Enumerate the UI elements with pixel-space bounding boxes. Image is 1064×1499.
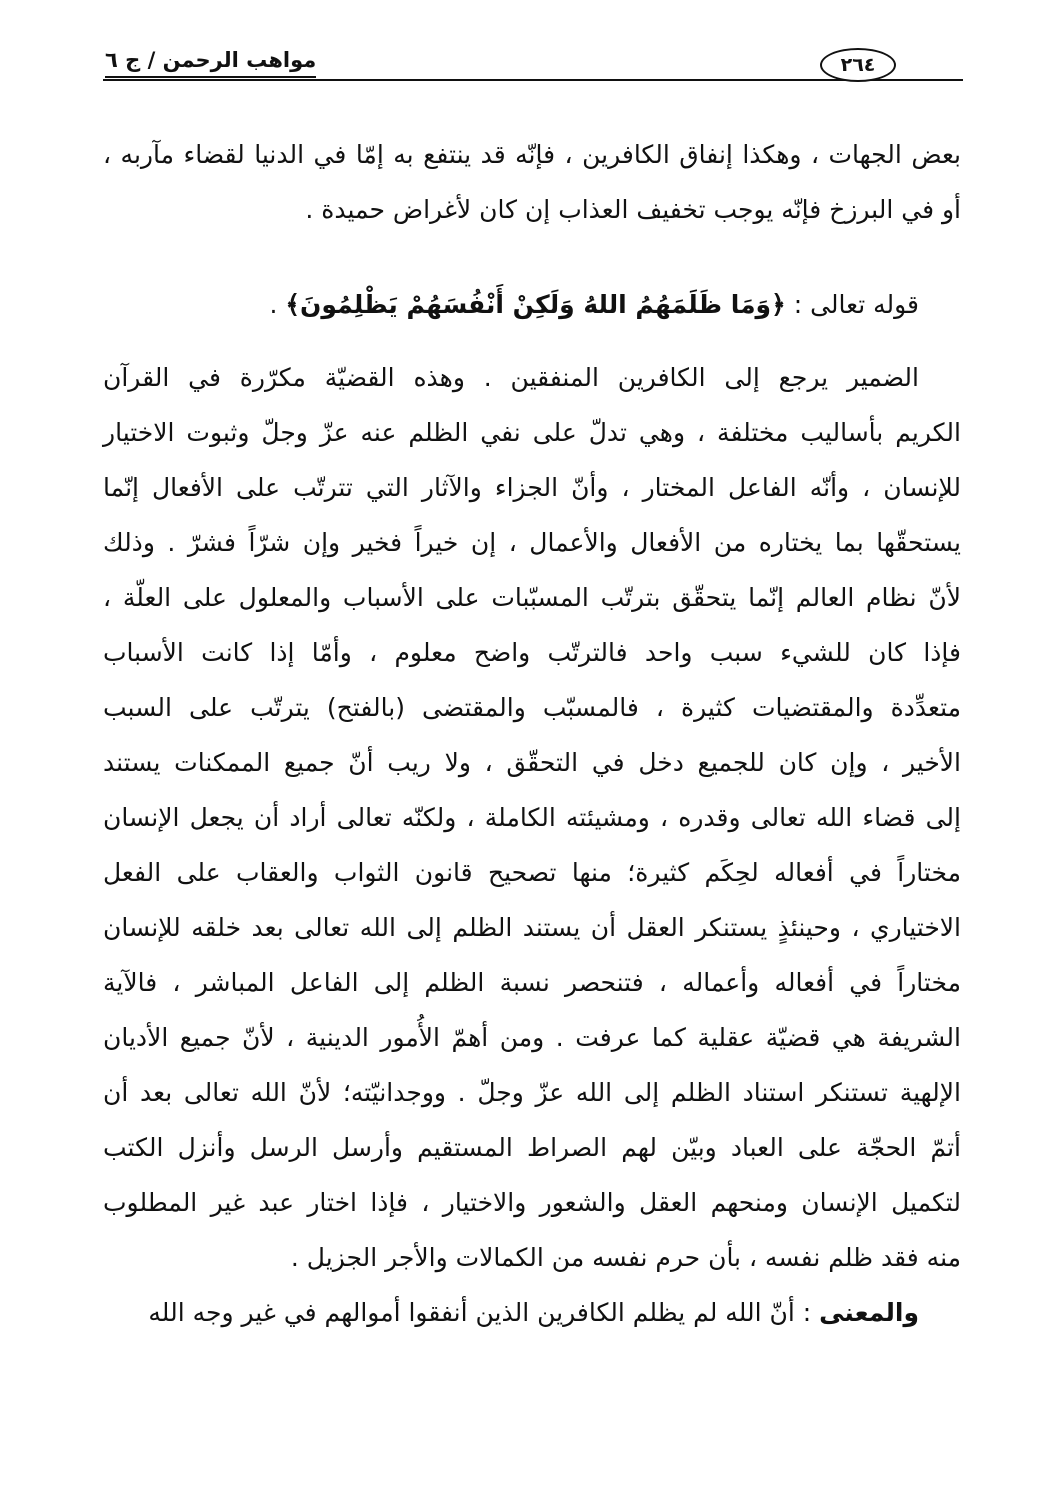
text-line: الكريم بأساليب مختلفة ، وهي تدلّ على نفي الظلم عنه عزّ وجلّ وثبوت الاختيار [103, 418, 961, 447]
verse-line [103, 277, 961, 332]
text-line: أو في البرزخ فإنّه يوجب تخفيف العذاب إن كان لأغراض حميدة . [305, 195, 961, 224]
text-line: للإنسان ، وأنّه الفاعل المختار ، وأنّ الجزاء والآثار التي تترتّب على الأفعال إنّما [103, 473, 961, 502]
running-title: مواهب الرحمن / ج ٦ [105, 46, 316, 78]
meaning-text: : أنّ الله لم يظلم الكافرين الذين أنفقوا أموالهم في غير وجه الله [148, 1298, 812, 1327]
text-line: الشريفة هي قضيّة عقلية كما عرفت . ومن أهمّ الأُمور الدينية ، لأنّ جميع الأديان [103, 1023, 961, 1052]
text-line: لتكميل الإنسان ومنحهم العقل والشعور والاختيار ، فإذا اختار عبد غير المطلوب [103, 1188, 961, 1217]
text-line: إلى قضاء الله تعالى وقدره ، ومشيئته الكاملة ، ولكنّه تعالى أراد أن يجعل الإنسان [103, 803, 961, 832]
page-header [103, 42, 963, 84]
text-line: لأنّ نظام العالم إنّما يتحقّق بترتّب المسبّبات على الأسباب والمعلول على العلّة ، [103, 583, 961, 612]
paragraph-2 [103, 350, 961, 1285]
paragraph-1 [103, 127, 961, 237]
text-line: متعدِّدة والمقتضيات كثيرة ، فالمسبّب والمقتضى (بالفتح) يترتّب على السبب [103, 693, 961, 722]
meaning-term: والمعنى [819, 1298, 919, 1327]
text-line: مختاراً في أفعاله وأعماله ، فتنحصر نسبة الظلم إلى الفاعل المباشر ، فالآية [103, 968, 961, 997]
text-line: الضمير يرجع إلى الكافرين المنفقين . وهذه القضيّة مكرّرة في القرآن [103, 363, 919, 392]
text-line: أتمّ الحجّة على العباد وبيّن لهم الصراط المستقيم وأرسل الرسل وأنزل الكتب [103, 1133, 961, 1162]
text-line: بعض الجهات ، وهكذا إنفاق الكافرين ، فإنّه قد ينتفع به إمّا في الدنيا لقضاء مآربه ، [103, 140, 961, 169]
text-line: يستحقّها بما يختاره من الأفعال والأعمال ، إن خيراً فخير وإن شرّاً فشرّ . وذلك [103, 528, 961, 557]
verse-intro: قوله تعالى : [793, 290, 919, 319]
text-line: الاختياري ، وحينئذٍ يستنكر العقل أن يستند الظلم إلى الله تعالى بعد خلقه للإنسان [103, 913, 961, 942]
paragraph-3 [103, 1285, 961, 1340]
verse-end: . [269, 290, 278, 319]
quran-verse: ﴿وَمَا ظَلَمَهُمُ اللهُ وَلَكِنْ أَنْفُسَهُمْ يَظْلِمُونَ﴾ [285, 290, 786, 319]
text-line: الإلهية تستنكر استناد الظلم إلى الله عزّ وجلّ . ووجدانيّته؛ لأنّ الله تعالى بعد أن [103, 1078, 961, 1107]
text-line: منه فقد ظلم نفسه ، بأن حرم نفسه من الكمالات والأجر الجزيل . [290, 1243, 961, 1272]
text-line: فإذا كان للشيء سبب واحد فالترتّب واضح معلوم ، وأمّا إذا كانت الأسباب [103, 638, 961, 667]
body-text [103, 127, 961, 1340]
text-line: الأخير ، وإن كان للجميع دخل في التحقّق ، ولا ريب أنّ جميع الممكنات يستند [103, 748, 961, 777]
header-rule [103, 79, 963, 81]
text-line: مختاراً في أفعاله لحِكَم كثيرة؛ منها تصحيح قانون الثواب والعقاب على الفعل [103, 858, 961, 887]
page-number-oval: ٢٦٤ [820, 48, 896, 82]
text-line [103, 1285, 961, 1340]
